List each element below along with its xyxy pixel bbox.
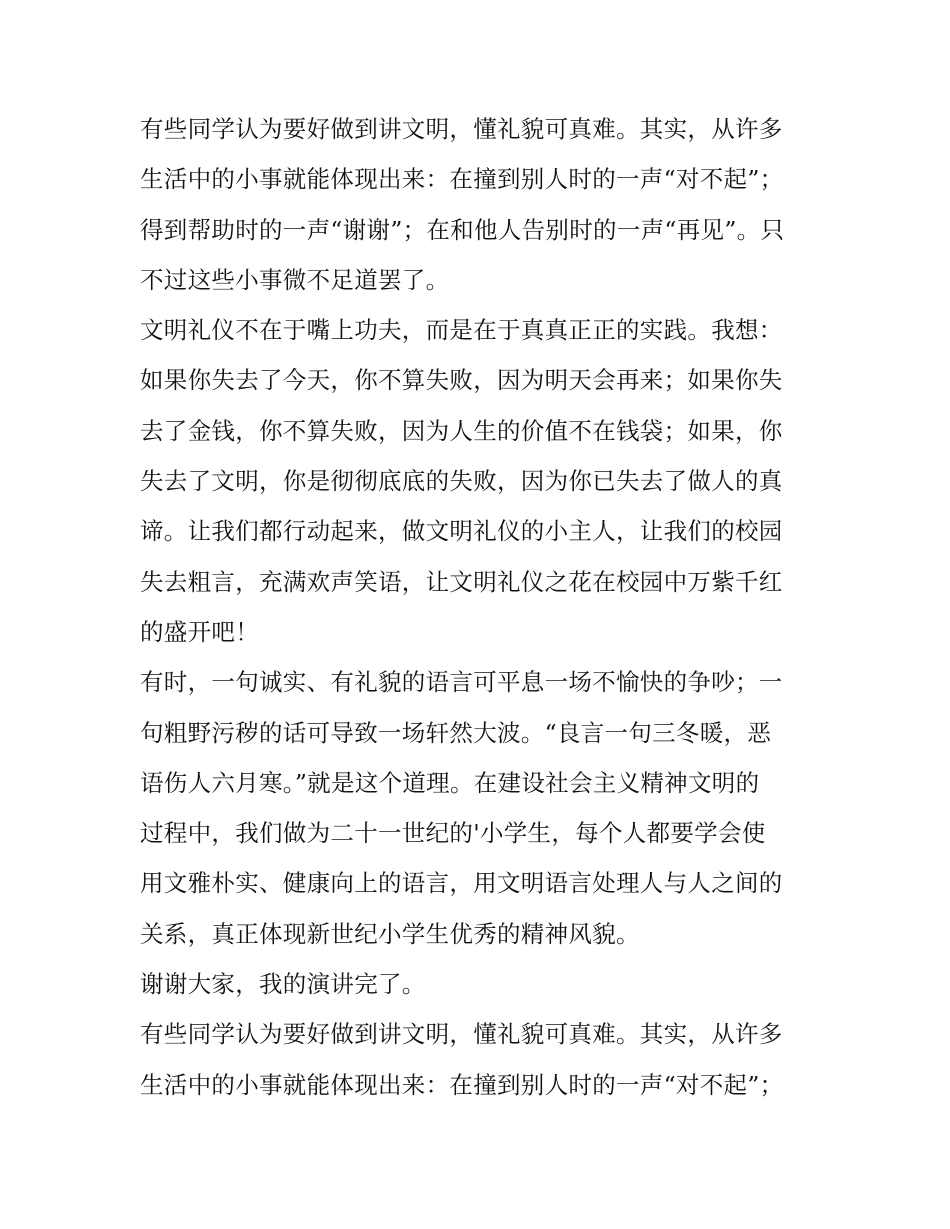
text-line: 关系，真正体现新世纪小学生优秀的精神风貌。 [140, 919, 640, 948]
text-line: 句粗野污秽的话可导致一场轩然大波。“良言一句三冬暖，恶 [140, 718, 772, 747]
document-body [140, 104, 830, 1110]
text-line: 语伤人六月寒。”就是这个道理。在建设社会主义精神文明的 [140, 768, 760, 797]
text-line: 如果你失去了今天，你不算失败，因为明天会再来；如果你失 [140, 366, 783, 395]
text-line: 失去了文明，你是彻彻底底的失败，因为你已失去了做人的真 [140, 467, 783, 496]
text-line: 有些同学认为要好做到讲文明，懂礼貌可真难。其实，从许多 [140, 115, 783, 143]
text-line: 生活中的小事就能体现出来：在撞到别人时的一声“对不起”； [140, 165, 784, 194]
text-line: 文明礼仪不在于嘴上功夫，而是在于真真正正的实践。我想： [140, 316, 783, 345]
text-line: 的盛开吧！ [140, 617, 259, 646]
text-line: 有些同学认为要好做到讲文明，懂礼貌可真难。其实，从许多 [140, 1020, 783, 1049]
text-line: 去了金钱，你不算失败，因为人生的价值不在钱袋；如果，你 [140, 416, 783, 445]
text-line: 谢谢大家，我的演讲完了。 [140, 970, 426, 999]
text-line: 谛。让我们都行动起来，做文明礼仪的小主人，让我们的校园 [140, 517, 783, 546]
text-line: 有时，一句诚实、有礼貌的语言可平息一场不愉快的争吵；一 [140, 668, 783, 697]
text-line: 失去粗言，充满欢声笑语，让文明礼仪之花在校园中万紫千红 [140, 567, 783, 596]
text-line: 用文雅朴实、健康向上的语言，用文明语言处理人与人之间的 [140, 869, 783, 898]
text-line: 得到帮助时的一声“谢谢”；在和他人告别时的一声“再见”。只 [140, 215, 785, 244]
text-line: 过程中，我们做为二十一世纪的'小学生，每个人都要学会使 [140, 819, 766, 848]
text-line: 生活中的小事就能体现出来：在撞到别人时的一声“对不起”； [140, 1070, 784, 1099]
text-line: 不过这些小事微不足道罢了。 [140, 265, 450, 294]
